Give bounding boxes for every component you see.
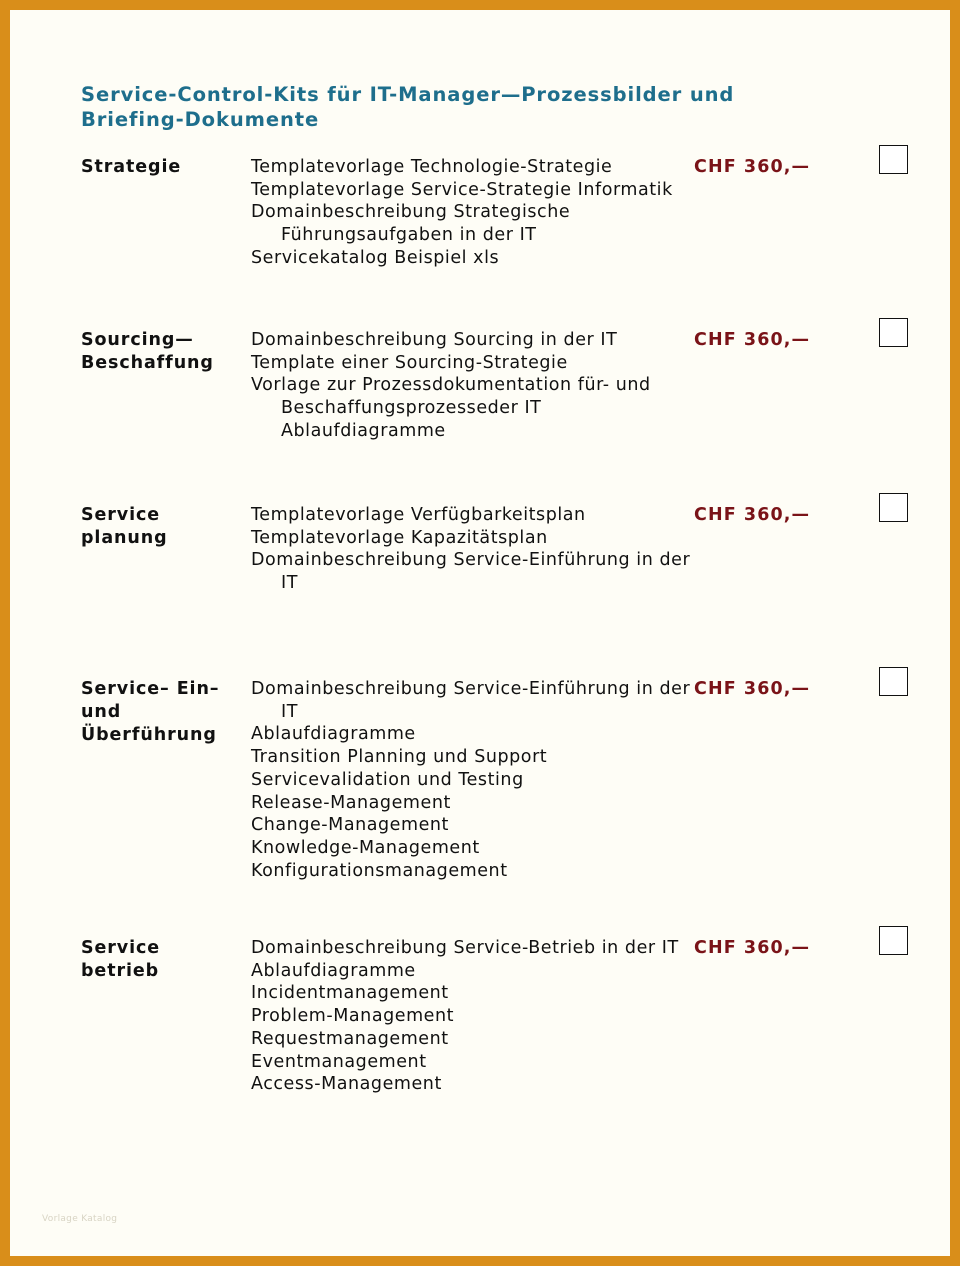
category-label: Strategie — [81, 157, 182, 177]
list-item: Access-Management — [251, 1074, 442, 1095]
list-item: Domainbeschreibung Service-Einführung in der IT — [251, 679, 691, 722]
order-checkbox-serviceplanung[interactable] — [879, 493, 908, 522]
list-item: Requestmanagement — [251, 1028, 449, 1049]
list-item: Release-Management — [251, 792, 451, 813]
price-label: CHF 360,— — [694, 679, 811, 699]
price-label: CHF 360,— — [694, 505, 811, 525]
list-item: Incidentmanagement — [251, 983, 449, 1004]
item-list — [251, 156, 691, 270]
price-label: CHF 360,— — [694, 938, 811, 958]
list-item: Domainbeschreibung Sourcing in der IT — [251, 330, 618, 350]
list-item: Ablaufdiagramme — [251, 724, 416, 745]
order-checkbox-service-ueberfuehrung[interactable] — [879, 667, 908, 696]
category-label: Service planung — [81, 505, 168, 548]
list-item: Eventmanagement — [251, 1051, 427, 1072]
list-item: Ablaufdiagramme — [251, 960, 416, 981]
list-item: Templatevorlage Verfügbarkeitsplan — [251, 505, 586, 525]
item-list — [251, 504, 691, 595]
item-list — [251, 329, 691, 443]
order-checkbox-sourcing[interactable] — [879, 318, 908, 347]
item-list — [251, 678, 691, 882]
list-item: Problem-Management — [251, 1006, 455, 1027]
list-item: Template einer Sourcing-Strategie — [251, 352, 568, 373]
list-item: Vorlage zur Prozessdokumentation für- und Beschaffungsprozesseder IT Ablaufdiagramme — [251, 375, 651, 441]
list-item: Domainbeschreibung Service-Betrieb in der IT — [251, 938, 679, 958]
list-item: Templatevorlage Kapazitätsplan — [251, 527, 548, 548]
list-item: Templatevorlage Service-Strategie Informatik — [251, 179, 673, 200]
list-item: Konfigurationsmanagement — [251, 860, 508, 881]
list-item: Domainbeschreibung Strategische Führungsaufgaben in der IT — [251, 202, 571, 246]
list-item: Domainbeschreibung Service-Einführung in der IT — [251, 550, 691, 594]
category-label: Service– Ein– und Überführung — [81, 679, 220, 745]
document-title: Service-Control-Kits für IT-Manager—Prozessbilder und Briefing-Dokumente — [81, 83, 735, 131]
list-item: Transition Planning und Support — [251, 747, 548, 768]
order-checkbox-strategie[interactable] — [879, 145, 908, 174]
list-item: Servicevalidation und Testing — [251, 769, 524, 790]
category-label: Service betrieb — [81, 938, 161, 981]
document-page — [10, 10, 950, 1256]
price-label: CHF 360,— — [694, 330, 811, 350]
list-item: Change-Management — [251, 815, 449, 836]
category-label: Sourcing—Beschaffung — [81, 330, 214, 373]
price-label: CHF 360,— — [694, 157, 811, 177]
watermark: Vorlage Katalog — [42, 1214, 118, 1224]
list-item: Knowledge-Management — [251, 837, 480, 858]
list-item: Templatevorlage Technologie-Strategie — [251, 157, 613, 177]
list-item: Servicekatalog Beispiel xls — [251, 247, 500, 268]
order-checkbox-servicebetrieb[interactable] — [879, 926, 908, 955]
item-list — [251, 937, 691, 1096]
